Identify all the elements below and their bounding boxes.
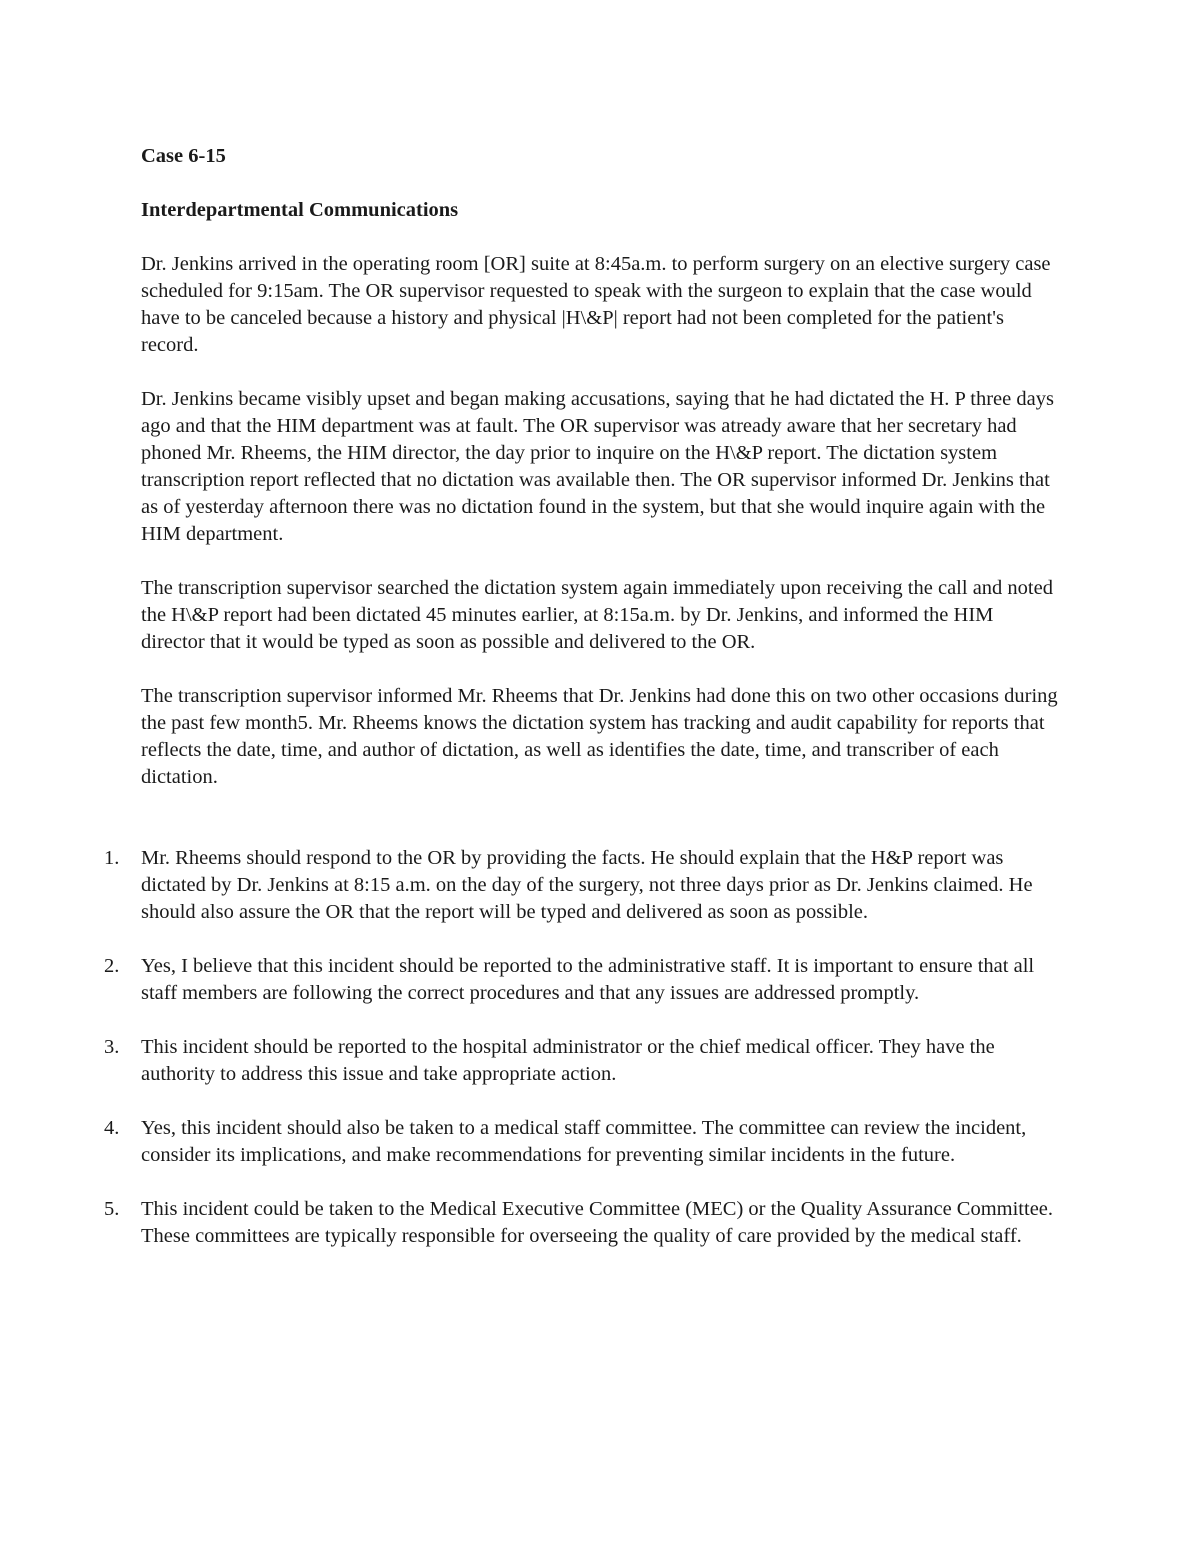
answer-item (104, 1115, 1061, 1169)
answer-text: Yes, this incident should also be taken to a medical staff committee. The committee can review the incident, consider its implications, and make recommendations for preventing similar incidents in the future. (141, 1117, 1027, 1166)
answer-number: 3. (104, 1036, 120, 1058)
answer-list (104, 845, 1061, 1250)
paragraph-3: The transcription supervisor searched the dictation system again immediately upon receiving the call and noted the H\&P report had been dictated 45 minutes earlier, at 8:15a.m. by Dr. Jenkins, and informed the HIM director that it would be typed as soon as possible and delivered to the OR. (141, 577, 1053, 653)
paragraph-4: The transcription supervisor informed Mr. Rheems that Dr. Jenkins had done this on two other occasions during the past few month5. Mr. Rheems knows the dictation system has tracking and audit capability for reports that reflects the date, time, and author of dictation, as well as identifies the date, time, and transcriber of each dictation. (141, 685, 1058, 788)
answer-item (104, 1196, 1061, 1250)
paragraph-1: Dr. Jenkins arrived in the operating room [OR] suite at 8:45a.m. to perform surgery on an elective surgery case scheduled for 9:15am. The OR supervisor requested to speak with the surgeon to explain that the case would have to be canceled because a history and physical |H\&P| report had not been completed for the patient's record. (141, 253, 1051, 356)
case-subtitle: Interdepartmental Communications (141, 199, 459, 221)
answer-text: This incident could be taken to the Medical Executive Committee (MEC) or the Quality Assurance Committee. These committees are typically responsible for overseeing the quality of care provided by the medical staff. (141, 1198, 1054, 1247)
answer-number: 5. (104, 1198, 120, 1220)
answer-item (104, 953, 1061, 1007)
answer-number: 2. (104, 955, 120, 977)
answer-text: Yes, I believe that this incident should be reported to the administrative staff. It is important to ensure that all staff members are following the correct procedures and that any issues are addressed promptly. (141, 955, 1035, 1004)
answer-number: 1. (104, 847, 120, 869)
answer-number: 4. (104, 1117, 120, 1139)
answer-item (104, 845, 1061, 926)
case-title: Case 6-15 (141, 145, 226, 167)
document-page (104, 143, 1061, 1277)
answer-text: This incident should be reported to the hospital administrator or the chief medical officer. They have the authority to address this issue and take appropriate action. (141, 1036, 995, 1085)
answer-item (104, 1034, 1061, 1088)
paragraph-2: Dr. Jenkins became visibly upset and began making accusations, saying that he had dictated the H. P three days ago and that the HIM department was at fault. The OR supervisor was atready aware that her secretary had phoned Mr. Rheems, the HIM director, the day prior to inquire on the H\&P report. The dictation system transcription report reflected that no dictation was available then. The OR supervisor informed Dr. Jenkins that as of yesterday afternoon there was no dictation found in the system, but that she would inquire again with the HIM department. (141, 388, 1054, 545)
answer-text: Mr. Rheems should respond to the OR by providing the facts. He should explain that the H&P report was dictated by Dr. Jenkins at 8:15 a.m. on the day of the surgery, not three days prior as Dr. Jenkins claimed. He should also assure the OR that the report will be typed and delivered as soon as possible. (141, 847, 1033, 923)
